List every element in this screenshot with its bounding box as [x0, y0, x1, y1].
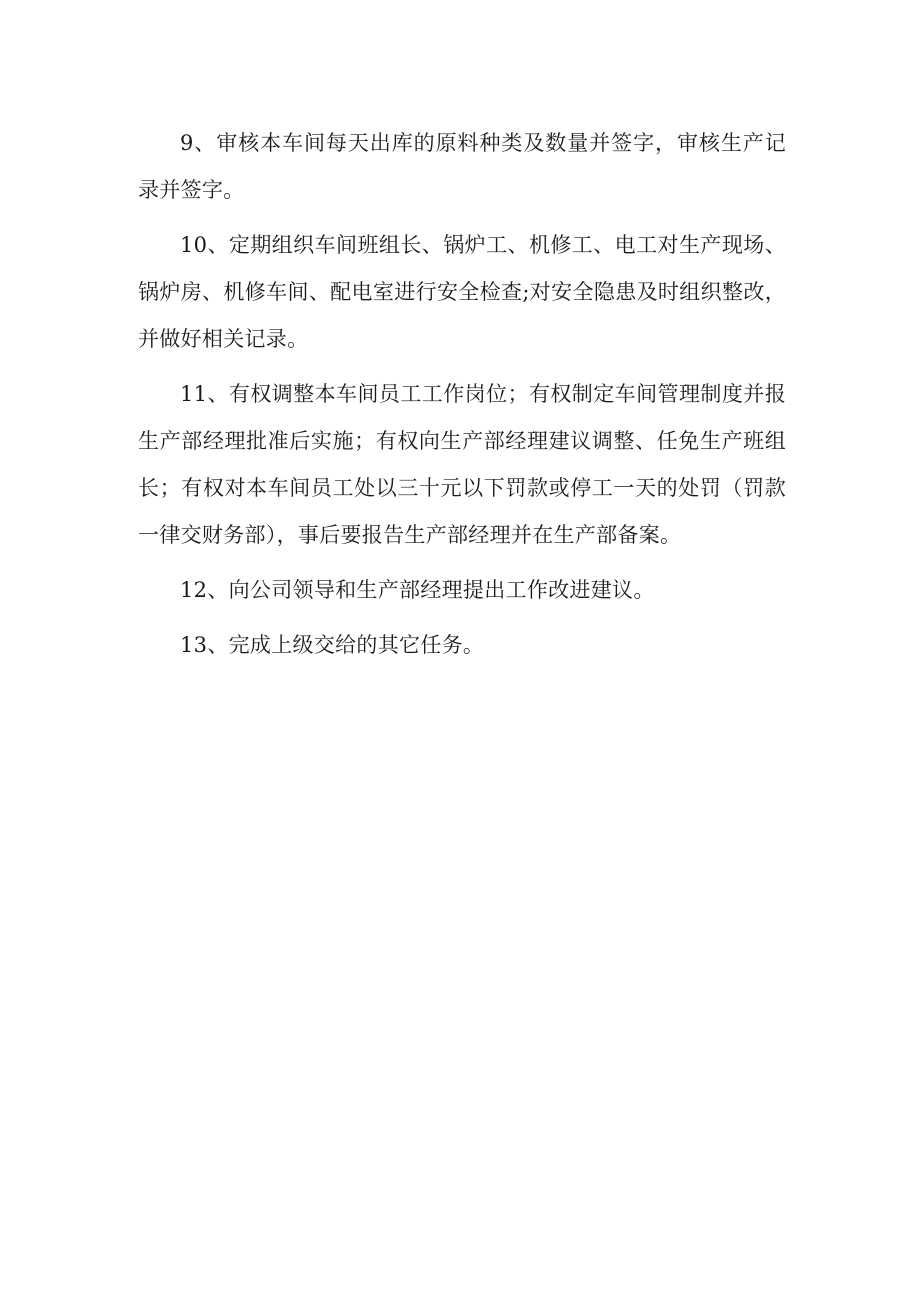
paragraph-item-13: 13、完成上级交给的其它任务。	[180, 633, 485, 657]
paragraph-item-11: 11、有权调整本车间员工工作岗位；有权制定车间管理制度并报生产部经理批准后实施；有权向生产部经理建议调整、任免生产班组长；有权对本车间员工处以三十元以下罚款或停工一天的处罚（罚款一律交财务部），事后要报告生产部经理并在生产部备案。	[138, 382, 786, 547]
paragraph-item-10: 10、定期组织车间班组长、锅炉工、机修工、电工对生产现场、锅炉房、机修车间、配电室进行安全检查;对安全隐患及时组织整改，并做好相关记录。	[138, 233, 786, 351]
paragraph-item-12: 12、向公司领导和生产部经理提出工作改进建议。	[180, 578, 655, 602]
document-body	[138, 120, 786, 677]
paragraph-item-9: 9、审核本车间每天出库的原料种类及数量并签字，审核生产记录并签字。	[138, 131, 786, 202]
